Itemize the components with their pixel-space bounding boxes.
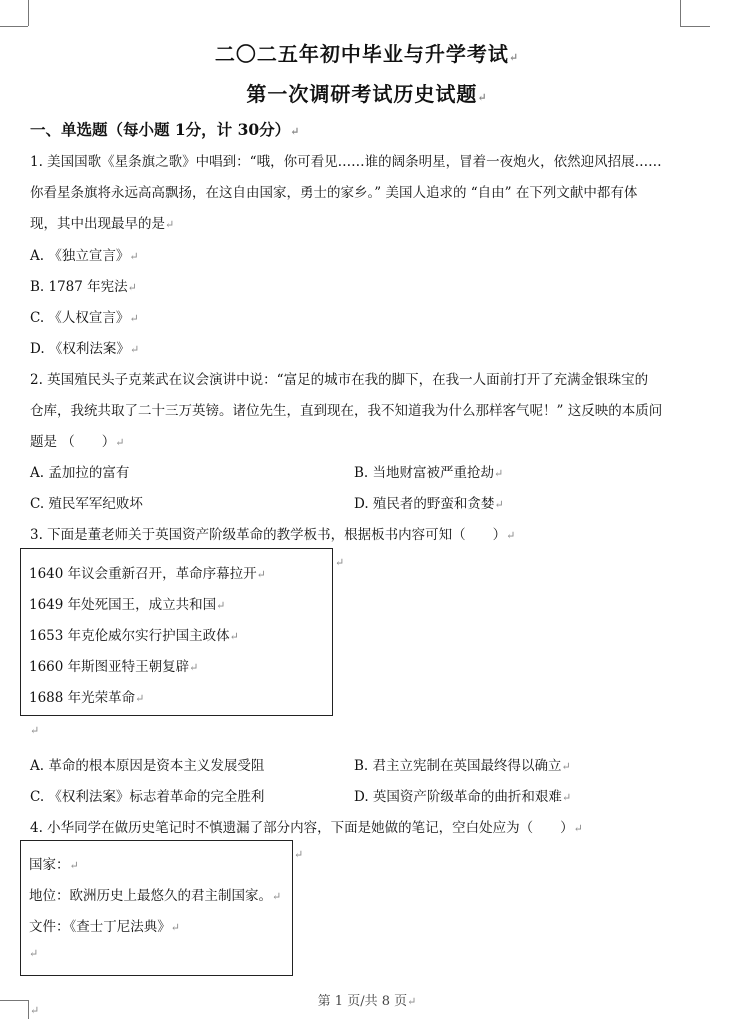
- paragraph-mark: ↵: [30, 724, 40, 737]
- q3-blackboard-box: [20, 548, 333, 716]
- paragraph-mark: ↵: [294, 848, 304, 861]
- q3-stem: 3. 下面是董老师关于英国资产阶级革命的教学板书，根据板书内容可知（ ）↵: [30, 527, 516, 543]
- q3-board-item: 1688 年光荣革命↵: [29, 690, 145, 706]
- q2-stem-line: 2. 英国殖民头子克莱武在议会演讲中说：“富足的城市在我的脚下，在我一人面前打开了充满金银珠宝的: [30, 372, 649, 388]
- q2-option-a: A. 孟加拉的富有: [30, 465, 130, 481]
- q2-option-b: B. 当地财富被严重抢劫↵: [354, 465, 504, 481]
- q4-stem: 4. 小华同学在做历史笔记时不慎遗漏了部分内容，下面是她做的笔记，空白处应为（ ）↵: [30, 820, 583, 836]
- q2-option-c: C. 殖民军军纪败坏: [30, 496, 143, 512]
- q1-option-a: A. 《独立宣言》↵: [30, 248, 139, 264]
- q2-stem-line: 仓库，我统共取了二十三万英镑。诸位先生，直到现在，我不知道我为什么那样客气呢！” 这反映的本质问: [30, 403, 663, 419]
- q2-stem-line: 题是 （ ）↵: [30, 434, 125, 450]
- section-heading: 一、单选题（每小题 1分，计 30分）↵: [30, 120, 300, 139]
- q3-option-d: D. 英国资产阶级革命的曲折和艰难↵: [354, 789, 572, 805]
- q3-board-item: 1653 年克伦威尔实行护国主政体↵: [29, 628, 239, 644]
- exam-subtitle: 第一次调研考试历史试题↵: [246, 82, 488, 106]
- q1-option-b: B. 1787 年宪法↵: [30, 279, 137, 295]
- paragraph-mark: ↵: [335, 556, 345, 569]
- q3-option-a: A. 革命的根本原因是资本主义发展受阻: [30, 758, 265, 774]
- q3-board-item: 1660 年斯图亚特王朝复辟↵: [29, 659, 199, 675]
- exam-title: 二〇二五年初中毕业与升学考试↵: [214, 42, 520, 66]
- crop-mark: [680, 0, 681, 26]
- q4-note-document: 文件：《查士丁尼法典》↵: [29, 919, 180, 935]
- paragraph-mark: ↵: [29, 947, 39, 960]
- crop-mark: [28, 0, 29, 26]
- q4-note-country: 国家：↵: [29, 857, 79, 873]
- q3-option-b: B. 君主立宪制在英国最终得以确立↵: [354, 758, 571, 774]
- paragraph-mark: ↵: [30, 1004, 40, 1017]
- page-footer: 第 1 页/共 8 页↵: [317, 994, 417, 1009]
- q1-stem-line: 现，其中出现最早的是↵: [30, 216, 175, 232]
- q3-board-item: 1640 年议会重新召开，革命序幕拉开↵: [29, 566, 266, 582]
- q2-option-d: D. 殖民者的野蛮和贪婪↵: [354, 496, 504, 512]
- q1-stem-line: 1. 美国国歌《星条旗之歌》中唱到：“哦，你可看见……谁的阔条明星，冒着一夜炮火，依然迎风招展……: [30, 154, 662, 170]
- q4-note-status: 地位：欧洲历史上最悠久的君主制国家。↵: [29, 888, 282, 904]
- q1-option-c: C. 《人权宣言》↵: [30, 310, 139, 326]
- q1-stem-line: 你看星条旗将永远高高飘扬，在这自由国家，勇士的家乡。” 美国人追求的 “自由” 在下列文献中都有体: [30, 185, 638, 201]
- crop-mark: [680, 26, 710, 27]
- q1-option-d: D. 《权利法案》↵: [30, 341, 140, 357]
- crop-mark: [0, 26, 28, 27]
- q3-board-item: 1649 年处死国王，成立共和国↵: [29, 597, 226, 613]
- q3-option-c: C. 《权利法案》标志着革命的完全胜利: [30, 789, 265, 805]
- q4-notes-box: [20, 840, 293, 976]
